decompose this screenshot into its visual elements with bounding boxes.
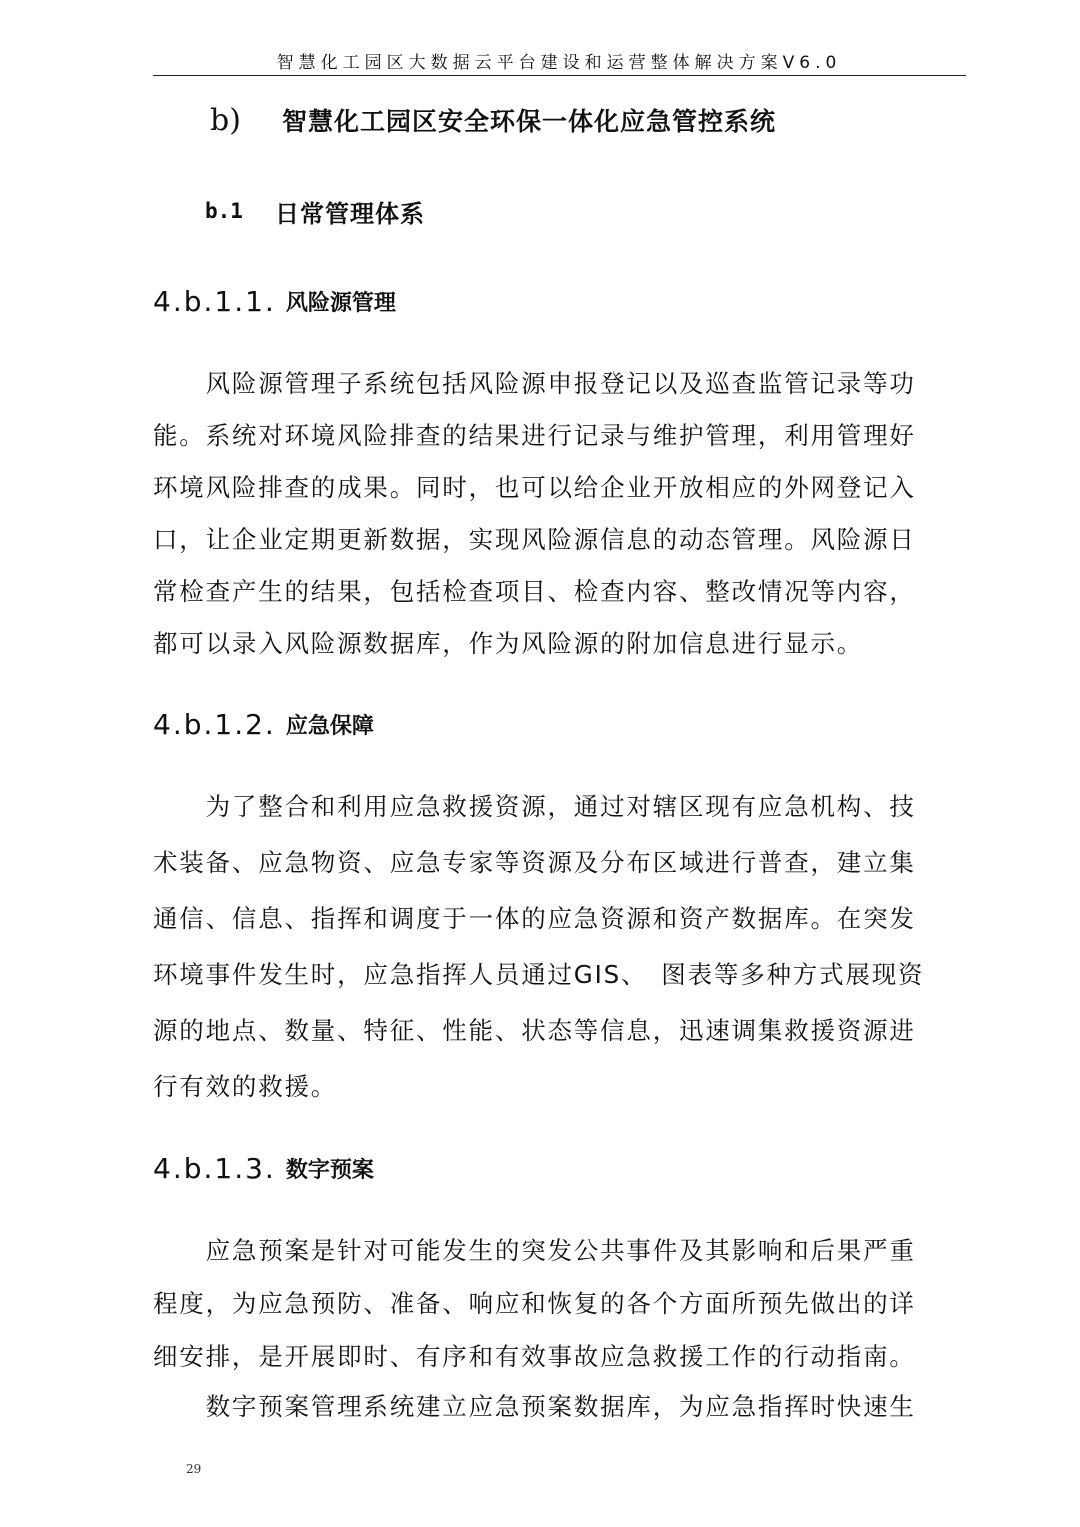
section-title: 智慧化工园区安全环保一体化应急管控系统 xyxy=(282,107,777,136)
page-number: 29 xyxy=(186,1462,202,1476)
subsection-heading xyxy=(205,193,425,229)
item-heading-emergency-support xyxy=(153,704,374,744)
text-line: 常检查产生的结果，包括检查项目、检查内容、整改情况等内容， xyxy=(153,577,916,606)
text-line: 应急预案是针对可能发生的突发公共事件及其影响和后果严重 xyxy=(153,1236,916,1265)
paragraph-risk-source xyxy=(153,358,965,670)
header-rule xyxy=(153,75,966,76)
running-header: 智慧化工园区大数据云平台建设和运营整体解决方案V6.0 xyxy=(276,53,842,73)
paragraph-digital-plan xyxy=(153,1224,965,1383)
item-number: 4.b.1.1. xyxy=(153,284,276,318)
item-number: 4.b.1.3. xyxy=(153,1151,276,1185)
section-heading xyxy=(210,100,776,140)
text-line: 行有效的救援。 xyxy=(153,1072,338,1101)
text-line: 能。系统对环境风险排查的结果进行记录与维护管理，利用管理好 xyxy=(153,421,916,450)
text-line: 数字预案管理系统建立应急预案数据库，为应急指挥时快速生 xyxy=(153,1392,916,1421)
text-line: 源的地点、数量、特征、性能、状态等信息，迅速调集救援资源进 xyxy=(153,1016,916,1045)
item-number: 4.b.1.2. xyxy=(153,707,276,741)
paragraph-emergency-support xyxy=(153,779,965,1115)
text-line: 程度，为应急预防、准备、响应和恢复的各个方面所预先做出的详 xyxy=(153,1289,916,1318)
item-title: 风险源管理 xyxy=(285,290,396,316)
text-line: 环境风险排查的成果。同时，也可以给企业开放相应的外网登记入 xyxy=(153,473,916,502)
subsection-number: b.1 xyxy=(205,199,243,223)
text-line: 都可以录入风险源数据库，作为风险源的附加信息进行显示。 xyxy=(153,629,864,658)
text-line: 环境事件发生时，应急指挥人员通过GIS、 图表等多种方式展现资 xyxy=(153,960,925,989)
text-line: 为了整合和利用应急救援资源，通过对辖区现有应急机构、技 xyxy=(153,792,916,821)
subsection-title: 日常管理体系 xyxy=(275,199,425,228)
text-line: 细安排，是开展即时、有序和有效事故应急救援工作的行动指南。 xyxy=(153,1342,916,1371)
paragraph-digital-plan-system xyxy=(153,1380,965,1433)
item-heading-risk-source xyxy=(153,281,396,321)
text-line: 术装备、应急物资、应急专家等资源及分布区域进行普查，建立集 xyxy=(153,848,916,877)
text-line: 风险源管理子系统包括风险源申报登记以及巡查监管记录等功 xyxy=(153,369,916,398)
section-number: b) xyxy=(210,102,241,138)
text-line: 通信、信息、指挥和调度于一体的应急资源和资产数据库。在突发 xyxy=(153,904,916,933)
item-title: 应急保障 xyxy=(285,713,374,739)
item-heading-digital-plan xyxy=(153,1148,374,1188)
text-line: 口，让企业定期更新数据，实现风险源信息的动态管理。风险源日 xyxy=(153,525,916,554)
item-title: 数字预案 xyxy=(285,1157,374,1183)
